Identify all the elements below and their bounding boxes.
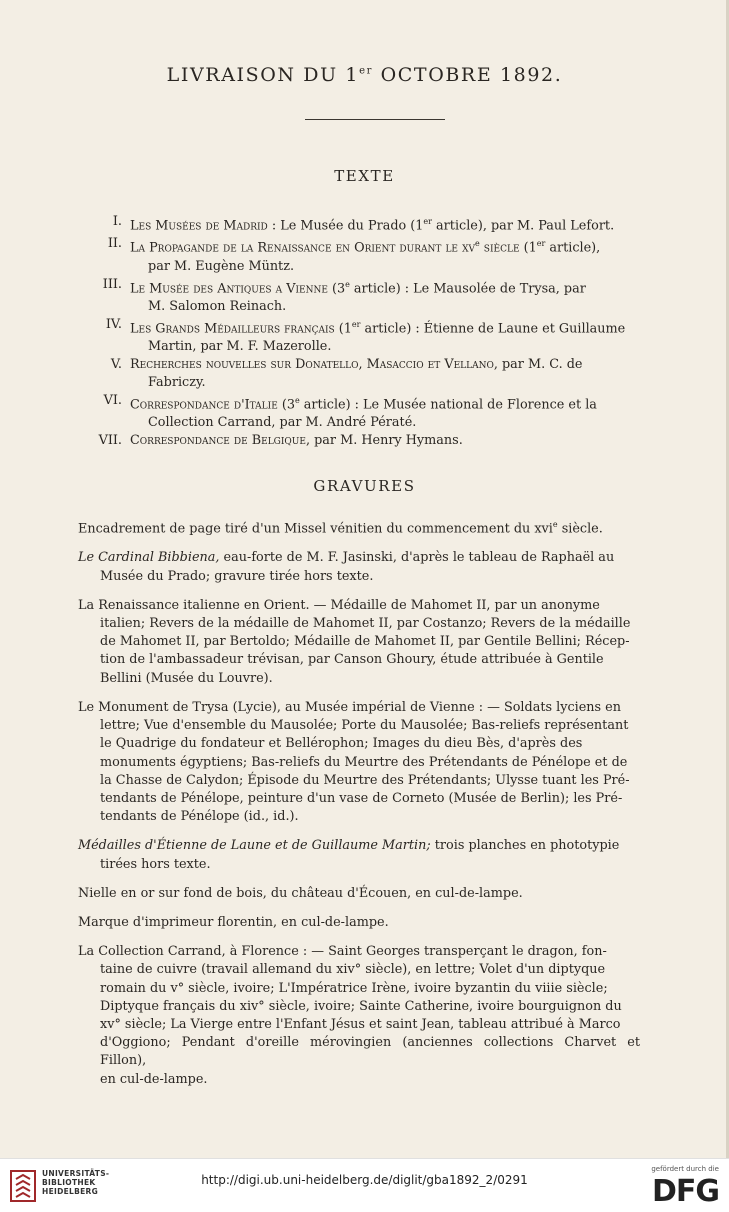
toc-number: VII.: [98, 433, 122, 449]
toc-item: [80, 316, 640, 356]
gravure-entry: Nielle en or sur fond de bois, du château d'Écouen, en cul-de-lampe.: [78, 885, 523, 901]
toc-item: [80, 235, 640, 275]
toc-number: V.: [110, 357, 122, 373]
toc-item: [80, 276, 640, 316]
gravure-entry: La Collection Carrand, à Florence : — Saint Georges transperçant le dragon, fon- taine de cuivre (travail allemand du xiv° siècle), en lettre; Volet d'un diptyque romain du v° siècle, ivoire; L'Impératrice Irène, ivoire byzantin du viiie siècle; Diptyque français du xiv° siècle, ivoire; Sainte Catherine, ivoire bourguignon du xv° siècle; La Vierge entre l'Enfant Jésus et saint Jean, tableau attribué à Marco d'Oggiono; Pendant d'oreille mérovingien (anciennes collections Charvet et Fillon), en cul-de-lampe.: [78, 944, 640, 1087]
toc-text: La Propagande de la Renaissance en Orient durant le $xv^e$ siècle (1er article), par M. Eugène Müntz.: [130, 239, 601, 274]
sponsor-label: gefördert durch die: [651, 1165, 719, 1173]
toc-item: [80, 432, 640, 450]
dfg-logo: DFG: [651, 1174, 719, 1209]
page-title: LIVRAISON DU 1er OCTOBRE 1892.: [166, 64, 563, 86]
toc-text: Correspondance de Belgique, par M. Henry Hymans.: [130, 433, 463, 449]
toc-item: [80, 213, 640, 235]
library-name: UNIVERSITÄTS- BIBLIOTHEK HEIDELBERG: [42, 1169, 110, 1196]
toc-number: VI.: [103, 393, 122, 409]
texte-list: [80, 213, 640, 450]
toc-number: IV.: [105, 316, 122, 332]
gravures-list: [78, 516, 640, 1100]
toc-number: III.: [102, 276, 122, 292]
texte-heading: TEXTE: [334, 167, 395, 185]
toc-text: Les Grands Médailleurs français (1er article) : Étienne de Laune et Guillaume Martin, par M. F. Mazerolle.: [130, 319, 626, 355]
gravure-entry: La Renaissance italienne en Orient. — Médaille de Mahomet II, par un anonyme italien; Revers de la médaille de Mahomet II, par Costanzo; Revers de la médaille de Mahomet II, par Bertoldo; Médaille de Mahomet II, par Gentile Bellini; Récep- tion de l'ambassadeur trévisan, par Canson Ghoury, étude attribuée à Gentile Bellini (Musée du Louvre).: [78, 597, 631, 686]
toc-item: [80, 356, 640, 392]
toc-text: Correspondance d'Italie (3e article) : Le Musée national de Florence et la Collection Carrand, par M. André Pératé.: [130, 396, 597, 431]
gravure-entry: Le Monument de Trysa (Lycie), au Musée impérial de Vienne : — Soldats lyciens en lettre; Vue d'ensemble du Mausolée; Porte du Mausolée; Bas-reliefs représentant le Quadrige du fondateur et Bellérophon; Images du dieu Bès, d'après des monuments égyptiens; Bas-reliefs du Meurtre des Prétendants de Pénélope et de la Chasse de Calydon; Épisode du Meurtre des Prétendants; Ulysse tuant les Pré- tendants de Pénélope, peinture d'un vase de Corneto (Musée de Berlin); les Pré- tendants de Pénélope (id., id.).: [78, 699, 630, 825]
page-url-link[interactable]: http://digi.ub.uni-heidelberg.de/diglit/gba1892_2/0291: [201, 1173, 528, 1187]
viewer-footer: [0, 1158, 729, 1212]
toc-text: Les Musées de Madrid : Le Musée du Prado (1er article), par M. Paul Lefort.: [130, 217, 615, 234]
gravure-entry: Marque d'imprimeur florentin, en cul-de-lampe.: [78, 914, 389, 930]
title-rule: [305, 119, 445, 120]
toc-text: Le Musée des Antiques a Vienne (3e article) : Le Mausolée de Trysa, par M. Salomon Reinach.: [130, 279, 586, 314]
toc-text: Recherches nouvelles sur Donatello, Masaccio et Vellano, par M. C. de Fabriczy.: [130, 357, 583, 391]
toc-number: II.: [107, 236, 122, 252]
toc-number: I.: [112, 214, 122, 229]
gravure-entry: Le Cardinal Bibbiena, eau-forte de M. F. Jasinski, d'après le tableau de Raphaël au Musée du Prado; gravure tirée hors texte.: [78, 550, 615, 584]
toc-item: [80, 392, 640, 432]
gravure-entry: Encadrement de page tiré d'un Missel vénitien du commencement du xvi$^e$ siècle.: [78, 520, 603, 537]
gravure-entry: Médailles d'Étienne de Laune et de Guillaume Martin; trois planches en phototypie tirées hors texte.: [78, 838, 620, 872]
gravures-heading: GRAVURES: [313, 477, 416, 495]
